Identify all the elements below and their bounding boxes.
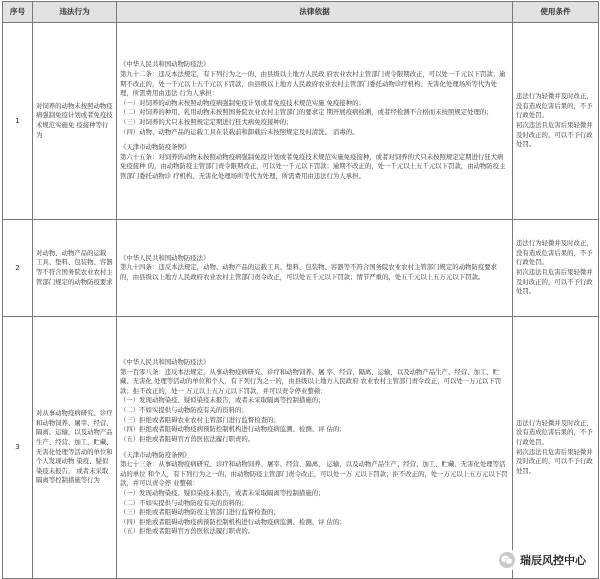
watermark-text: 瑞辰风控中心 bbox=[520, 554, 586, 567]
law-clause: （一）对饲养的动物未按照动物疫病强制免疫计划或者免疫技术规范实施 免疫接种的； bbox=[120, 98, 365, 107]
law-title: 《中华人民共和国动物防疫法》 bbox=[120, 253, 210, 262]
header-cond: 使用条件 bbox=[513, 2, 599, 23]
condition-text: 初次违法且危害后果轻微并及时改正的，可以不予行政处罚。 bbox=[516, 268, 593, 296]
law-clause: （三）拒绝或者阻碍农业农村主管部门进行监督检查的； bbox=[120, 415, 280, 424]
law-clause: （五）拒绝或者阻碍官方兽医依法履行职责的。 bbox=[120, 527, 255, 536]
law-article: 第六十五条：对饲养的动物未按照动物疫病强制免疫计划或者免疫技术规范实施免疫接种，或者对饲养的犬只未按照规定定期进行狂犬病免疫接种 的，由动物防疫主管部门责令限期改正，可以处一千元以下罚款；逾期不改正的，处一千元以上五千元以下罚款，由动物防疫主管部门委托动物诊 疗机构、无害化处理场所等代为处理，所需费用由违法行为人承担。 bbox=[120, 152, 506, 181]
condition-text: 违法行为轻微并及时改正，没有造成危害后果的，不予行政处罚。 bbox=[516, 418, 593, 446]
watermark bbox=[495, 550, 590, 570]
wechat-icon bbox=[499, 552, 515, 568]
row-legal-basis bbox=[117, 23, 513, 220]
law-article: 第一百零八条：违反本法规定，从事动物疫病研究、诊疗和动物饲养、屠 宰、经营、隔离、运输，以及动物产品生产、经营、加工、贮藏、无害化 处理等活动的单位和个人，有下列行为之一的，由县级以上地方人民政府 农业农村主管部门责令改正，可以处一万元以下罚款；拒不改正的，处一 万元以上五万元以下罚款，并可以责令停业整顿： bbox=[120, 367, 502, 395]
header-seq: 序号 bbox=[3, 2, 33, 23]
row-violation: 对饲养的动物未按照动物疫病强制免疫计划或者免疫技术规范实施免 疫接种等行为 bbox=[33, 23, 117, 220]
law-clause: （一）发现动物染疫、疑似染疫未报告，或者未采取隔离等控制措施的； bbox=[120, 396, 325, 405]
row-seq: 2 bbox=[3, 220, 33, 317]
law-block bbox=[120, 451, 509, 537]
table-body bbox=[3, 23, 599, 579]
table-row bbox=[3, 23, 599, 220]
law-block bbox=[120, 60, 509, 137]
law-clause: （二）对饲养的种用、乳用动物未按照国务院农业农村主管部门的要求定 期开展疫病检测，或者经检测不合格而未按照规定处理的； bbox=[120, 108, 493, 117]
condition-text: 初次违法且危害后果轻微并及时改正的，可以不予行政处罚。 bbox=[516, 447, 593, 475]
condition-block bbox=[516, 239, 595, 297]
condition-text: 违法行为轻微并及时改正，没有造成危害后果的，不予行政处罚。 bbox=[516, 92, 593, 120]
law-clause: （四）拒绝或者阻碍动物疫病预防控制机构进行动物疫病监测、检测、评 估的； bbox=[120, 425, 346, 434]
law-block bbox=[120, 254, 509, 283]
row-conditions bbox=[513, 317, 599, 579]
law-clause: （二）不如实提供与动物防疫有关的资料的； bbox=[120, 498, 248, 507]
law-article: 第七十三条：从事动物疫病研究、诊疗和动物饲养、屠宰、经营、隔离、 运输，以及动物产品生产、经营、加工、贮藏、无害化处理等活动的单位 和个人，有下列行为之一的，由动物防疫主管部门责令改正，可以处一万 元以下罚款；拒不改正的，处一万元以上五万元以下罚款，并可以责令停 业整顿： bbox=[120, 460, 508, 488]
row-legal-basis bbox=[117, 317, 513, 579]
header-basis: 法律依据 bbox=[117, 2, 513, 23]
table-header-row bbox=[3, 2, 599, 23]
table-row bbox=[3, 220, 599, 317]
condition-text: 初次违法且危害后果轻微并及时改正的，可以不予行政处罚。 bbox=[516, 121, 593, 149]
law-clause: （四）拒绝或者阻碍动物疫病预防控制机构进行动物疫病监测、检测、评 估的； bbox=[120, 517, 346, 526]
penalty-table bbox=[2, 1, 599, 579]
condition-block bbox=[516, 419, 595, 477]
law-clause: （三）拒绝或者阻碍动物防疫主管部门进行监督检查的； bbox=[120, 508, 280, 517]
law-title: 《中华人民共和国动物防疫法》 bbox=[120, 358, 210, 367]
row-seq: 1 bbox=[3, 23, 33, 220]
law-article: 第九十二条：违反本法规定，有下列行为之一的，由县级以上地方人民政 府农业农村主管部门责令限期改正，可以处一千元以下罚款；逾期不改正的，处一千元以上五千元以下罚款，由县级以上地方人民政府农业农村主管部门委托动物诊疗机构、无害化处理场所等代为处理，所需费用由违法 行为人承担： bbox=[120, 69, 506, 98]
law-block bbox=[120, 358, 509, 444]
law-block bbox=[120, 143, 509, 181]
row-violation: 对动物、动物产品的运载 工具、垫料、包装物、容器等不符合国务院农业农村主管部门规定的动物防疫要求 bbox=[33, 220, 117, 317]
header-act: 违法行为 bbox=[33, 2, 117, 23]
condition-text: 违法行为轻微并及时改正，没有造成危害后果的，不予行政处罚。 bbox=[516, 239, 593, 267]
law-title: 《天津市动物防疫条例》 bbox=[120, 143, 191, 152]
row-conditions bbox=[513, 23, 599, 220]
law-article: 第九十四条：违反本法规定，动物、动物产品的运载工具、垫料、包装物、容器等不符合国务院农业农村主管部门规定的动物防疫要求的，由县级以上地方人民政府农业农村主管部门责令改正，可以处五千元以下罚款；情节严重的，处五千元以上五万元以下罚款。 bbox=[120, 263, 498, 281]
law-clause: （四）动物、动物产品的运载工具在装载前和卸载后未按照规定及时清洗、 消毒的。 bbox=[120, 127, 359, 136]
row-conditions bbox=[513, 220, 599, 317]
law-title: 《中华人民共和国动物防疫法》 bbox=[120, 60, 210, 69]
law-clause: （三）对饲养的犬只未按照规定定期进行狂犬病免疫接种的； bbox=[120, 118, 293, 126]
row-violation: 对从事动物疫病研究、诊疗和动物饲养、屠宰、经营、隔离、运输，以及动物产品生产、经营、加工、贮藏、无害化处理等活动的单位和个人发现动物 染疫、疑似染疫未报告， 或者未采取隔离等控制措施等行为 bbox=[33, 317, 117, 579]
law-clause: （五）拒绝或者阻碍官方兽医依法履行职责的。 bbox=[120, 434, 255, 443]
table-row bbox=[3, 317, 599, 579]
condition-block bbox=[516, 92, 595, 150]
law-clause: （一）发现动物染疫、疑似染疫未报告，或者未采取隔离等控制措施的； bbox=[120, 488, 325, 497]
law-clause: （二）不如实提供与动物防疫有关的资料的； bbox=[120, 406, 248, 415]
law-title: 《天津市动物防疫条例》 bbox=[120, 450, 191, 459]
row-seq: 3 bbox=[3, 317, 33, 579]
row-legal-basis bbox=[117, 220, 513, 317]
